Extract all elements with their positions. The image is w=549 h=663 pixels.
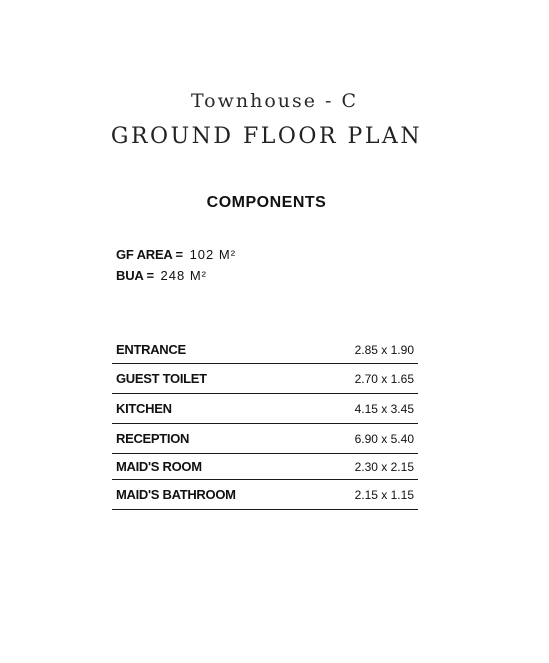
bua-label: BUA = [116, 268, 154, 283]
room-name: RECEPTION [116, 431, 190, 446]
table-row [112, 364, 418, 394]
room-dimensions: 2.15 x 1.15 [354, 487, 414, 502]
room-dimensions: 2.85 x 1.90 [354, 342, 414, 357]
gf-area-value: 102 M² [189, 247, 237, 262]
page-title: GROUND FLOOR PLAN [110, 124, 423, 149]
table-row [112, 394, 418, 424]
bua-line [116, 268, 207, 283]
table-row [112, 454, 418, 480]
room-name: MAID'S BATHROOM [116, 487, 236, 502]
room-dimensions: 6.90 x 5.40 [354, 431, 414, 446]
room-name: MAID'S ROOM [116, 459, 202, 474]
room-name: GUEST TOILET [116, 371, 207, 386]
bua-value: 248 M² [160, 268, 207, 283]
gf-area-line [116, 247, 236, 262]
room-dimensions: 2.30 x 2.15 [354, 459, 414, 474]
gf-area-label: GF AREA = [116, 247, 183, 262]
room-name: ENTRANCE [116, 342, 186, 357]
room-table [112, 336, 418, 510]
table-row [112, 480, 418, 510]
table-row [112, 424, 418, 454]
room-dimensions: 2.70 x 1.65 [354, 371, 414, 386]
room-name: KITCHEN [116, 401, 172, 416]
room-dimensions: 4.15 x 3.45 [354, 401, 414, 416]
section-heading: COMPONENTS [206, 194, 327, 211]
page-subtitle: Townhouse - C [190, 90, 359, 112]
table-row [112, 336, 418, 364]
